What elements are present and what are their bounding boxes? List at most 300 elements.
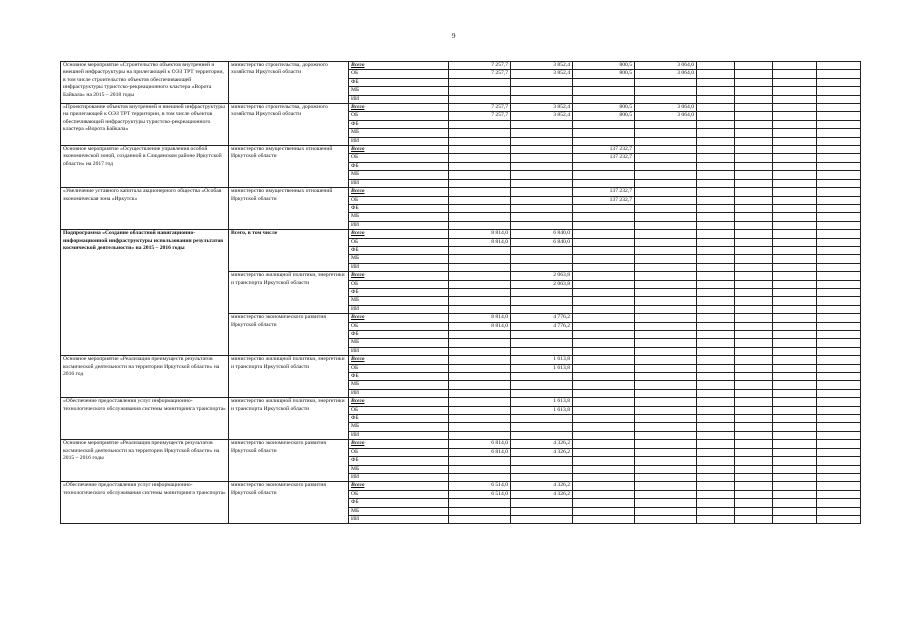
value-cell	[773, 104, 817, 112]
value-cell	[449, 305, 511, 313]
value-cell	[735, 221, 773, 229]
value-cell: 4 776,2	[511, 314, 573, 322]
value-cell	[635, 465, 697, 473]
value-cell: 4 326,2	[511, 482, 573, 490]
value-cell	[773, 179, 817, 187]
funding-source-cell: ФБ	[349, 246, 449, 254]
value-cell	[817, 322, 861, 330]
value-cell	[773, 448, 817, 456]
value-cell	[697, 423, 735, 431]
value-cell	[449, 288, 511, 296]
value-cell	[635, 322, 697, 330]
value-cell	[573, 431, 635, 439]
value-cell	[817, 146, 861, 154]
value-cell	[735, 171, 773, 179]
value-cell	[511, 213, 573, 221]
value-cell	[735, 482, 773, 490]
value-cell	[817, 339, 861, 347]
value-cell	[773, 347, 817, 355]
value-cell	[573, 373, 635, 381]
measure-name-cell: Подпрограмма «Создание областной навигационно-информационной инфраструктуры использования результатов космической деятельности» на 2015 – 2016 годы	[61, 230, 229, 356]
funding-source-cell: ОБ	[349, 322, 449, 330]
value-cell	[635, 381, 697, 389]
funding-source-cell: МБ	[349, 297, 449, 305]
value-cell	[449, 415, 511, 423]
value-cell	[735, 204, 773, 212]
value-cell	[697, 473, 735, 481]
value-cell	[817, 297, 861, 305]
value-cell	[449, 95, 511, 103]
value-cell: 800,5	[573, 70, 635, 78]
value-cell	[511, 171, 573, 179]
value-cell	[735, 87, 773, 95]
value-cell	[817, 171, 861, 179]
value-cell	[817, 204, 861, 212]
value-cell	[573, 440, 635, 448]
value-cell	[817, 398, 861, 406]
value-cell	[697, 406, 735, 414]
executor-cell: министерство экономического развития Иркутской области	[229, 482, 349, 524]
funding-source-cell: Всего	[349, 188, 449, 196]
value-cell	[817, 112, 861, 120]
value-cell	[817, 356, 861, 364]
value-cell	[735, 179, 773, 187]
value-cell	[511, 263, 573, 271]
funding-source-cell: ОБ	[349, 280, 449, 288]
value-cell: 4 326,2	[511, 448, 573, 456]
funding-source-cell: МБ	[349, 87, 449, 95]
value-cell	[773, 364, 817, 372]
funding-source-cell: ИИ	[349, 347, 449, 355]
value-cell	[773, 246, 817, 254]
value-cell	[817, 62, 861, 70]
value-cell	[573, 490, 635, 498]
value-cell: 3 064,0	[635, 62, 697, 70]
value-cell	[511, 95, 573, 103]
value-cell	[635, 490, 697, 498]
value-cell	[635, 314, 697, 322]
value-cell	[573, 230, 635, 238]
funding-source-cell: ОБ	[349, 238, 449, 246]
value-cell	[573, 482, 635, 490]
value-cell	[735, 356, 773, 364]
value-cell	[511, 196, 573, 204]
value-cell	[635, 213, 697, 221]
value-cell	[511, 188, 573, 196]
value-cell	[817, 465, 861, 473]
funding-source-cell: ИИ	[349, 431, 449, 439]
value-cell	[773, 188, 817, 196]
value-cell	[773, 440, 817, 448]
value-cell	[817, 457, 861, 465]
value-cell	[773, 204, 817, 212]
value-cell	[511, 146, 573, 154]
value-cell	[449, 179, 511, 187]
value-cell	[817, 255, 861, 263]
value-cell	[635, 440, 697, 448]
value-cell	[697, 373, 735, 381]
value-cell	[697, 305, 735, 313]
value-cell	[735, 322, 773, 330]
value-cell	[817, 406, 861, 414]
value-cell: 800,5	[573, 112, 635, 120]
value-cell	[635, 364, 697, 372]
value-cell	[573, 339, 635, 347]
value-cell	[449, 263, 511, 271]
value-cell	[817, 263, 861, 271]
value-cell	[635, 347, 697, 355]
value-cell	[573, 171, 635, 179]
value-cell	[817, 221, 861, 229]
funding-source-cell: ОБ	[349, 70, 449, 78]
value-cell	[773, 305, 817, 313]
value-cell	[817, 314, 861, 322]
value-cell	[573, 448, 635, 456]
value-cell	[697, 196, 735, 204]
value-cell	[773, 230, 817, 238]
value-cell	[735, 112, 773, 120]
value-cell	[449, 423, 511, 431]
value-cell: 137 232,7	[573, 188, 635, 196]
executor-cell: министерство строительства, дорожного хозяйства Иркутской области	[229, 104, 349, 146]
value-cell	[635, 406, 697, 414]
value-cell	[697, 381, 735, 389]
value-cell: 6 514,0	[449, 482, 511, 490]
value-cell	[773, 221, 817, 229]
value-cell	[511, 415, 573, 423]
value-cell	[817, 120, 861, 128]
value-cell	[511, 221, 573, 229]
value-cell	[697, 288, 735, 296]
value-cell	[817, 507, 861, 515]
value-cell	[449, 389, 511, 397]
value-cell: 8 814,0	[449, 230, 511, 238]
value-cell	[697, 448, 735, 456]
value-cell	[511, 246, 573, 254]
value-cell	[511, 305, 573, 313]
value-cell	[773, 499, 817, 507]
value-cell	[817, 280, 861, 288]
value-cell	[635, 87, 697, 95]
funding-source-cell: Всего	[349, 440, 449, 448]
value-cell	[573, 473, 635, 481]
value-cell	[697, 204, 735, 212]
value-cell	[573, 398, 635, 406]
value-cell	[697, 482, 735, 490]
value-cell	[449, 87, 511, 95]
value-cell	[773, 339, 817, 347]
value-cell	[511, 381, 573, 389]
value-cell	[511, 473, 573, 481]
value-cell	[735, 137, 773, 145]
value-cell: 3 852,4	[511, 70, 573, 78]
value-cell	[735, 431, 773, 439]
budget-table	[60, 61, 861, 524]
value-cell	[697, 179, 735, 187]
value-cell: 8 814,0	[449, 314, 511, 322]
value-cell	[735, 188, 773, 196]
value-cell	[735, 230, 773, 238]
value-cell	[735, 406, 773, 414]
value-cell	[817, 381, 861, 389]
value-cell	[573, 322, 635, 330]
table-row	[61, 356, 861, 364]
value-cell	[773, 482, 817, 490]
value-cell	[773, 398, 817, 406]
value-cell	[449, 364, 511, 372]
value-cell	[735, 499, 773, 507]
value-cell	[697, 146, 735, 154]
value-cell	[735, 473, 773, 481]
value-cell: 8 814,0	[449, 322, 511, 330]
value-cell	[697, 507, 735, 515]
value-cell	[735, 448, 773, 456]
funding-source-cell: ОБ	[349, 364, 449, 372]
value-cell	[635, 415, 697, 423]
value-cell: 800,5	[573, 104, 635, 112]
funding-source-cell: ФБ	[349, 288, 449, 296]
value-cell	[697, 331, 735, 339]
value-cell	[511, 389, 573, 397]
value-cell: 3 064,0	[635, 70, 697, 78]
value-cell	[735, 146, 773, 154]
funding-source-cell: ФБ	[349, 120, 449, 128]
funding-source-cell: ОБ	[349, 154, 449, 162]
value-cell: 7 257,7	[449, 104, 511, 112]
value-cell	[449, 398, 511, 406]
measure-name-cell: «Обеспечение предоставления услуг информационно-технологического обслуживания системы мониторинга транспорта»	[61, 398, 229, 440]
value-cell	[697, 499, 735, 507]
value-cell	[817, 95, 861, 103]
value-cell	[573, 179, 635, 187]
value-cell	[635, 389, 697, 397]
value-cell	[697, 120, 735, 128]
funding-source-cell: ФБ	[349, 373, 449, 381]
value-cell	[817, 213, 861, 221]
value-cell	[573, 272, 635, 280]
value-cell	[573, 129, 635, 137]
value-cell	[817, 431, 861, 439]
value-cell	[697, 515, 735, 523]
value-cell	[735, 162, 773, 170]
value-cell	[573, 204, 635, 212]
value-cell	[697, 272, 735, 280]
value-cell	[635, 280, 697, 288]
funding-source-cell: Всего	[349, 104, 449, 112]
value-cell: 6 514,0	[449, 490, 511, 498]
value-cell	[449, 499, 511, 507]
value-cell: 6 840,0	[511, 238, 573, 246]
value-cell	[773, 78, 817, 86]
value-cell	[635, 255, 697, 263]
funding-source-cell: ОБ	[349, 112, 449, 120]
funding-source-cell: ИИ	[349, 389, 449, 397]
value-cell	[697, 112, 735, 120]
value-cell	[817, 288, 861, 296]
value-cell	[817, 473, 861, 481]
value-cell: 7 257,7	[449, 112, 511, 120]
value-cell	[773, 280, 817, 288]
value-cell	[817, 129, 861, 137]
value-cell	[449, 381, 511, 389]
value-cell	[449, 272, 511, 280]
table-row	[61, 230, 861, 238]
table-row	[61, 188, 861, 196]
value-cell: 8 814,0	[449, 238, 511, 246]
funding-source-cell: МБ	[349, 129, 449, 137]
table-row	[61, 62, 861, 70]
funding-source-cell: ИИ	[349, 515, 449, 523]
value-cell	[817, 70, 861, 78]
value-cell: 1 613,8	[511, 406, 573, 414]
funding-source-cell: ОБ	[349, 490, 449, 498]
value-cell	[697, 364, 735, 372]
value-cell	[697, 457, 735, 465]
measure-name-cell: Основное мероприятие «Строительство объектов внутренней и внешней инфраструктуры на прилегающей к ОЭЗ ТРТ территории, в том числе строительство объектов обеспечивающей инфраструктуры туристско-рекреационного кластера «Ворота Байкала» на 2015 – 2018 годы	[61, 62, 229, 104]
value-cell	[635, 356, 697, 364]
value-cell	[573, 389, 635, 397]
value-cell	[697, 297, 735, 305]
value-cell	[773, 213, 817, 221]
funding-source-cell: МБ	[349, 381, 449, 389]
value-cell	[773, 146, 817, 154]
value-cell	[635, 78, 697, 86]
value-cell: 4 326,2	[511, 490, 573, 498]
value-cell	[573, 314, 635, 322]
value-cell	[511, 154, 573, 162]
value-cell	[735, 70, 773, 78]
executor-cell: министерство имущественных отношений Иркутской области	[229, 188, 349, 230]
funding-source-cell: МБ	[349, 255, 449, 263]
value-cell	[773, 406, 817, 414]
value-cell	[573, 137, 635, 145]
value-cell	[697, 389, 735, 397]
value-cell	[817, 490, 861, 498]
value-cell	[817, 482, 861, 490]
value-cell	[773, 238, 817, 246]
funding-source-cell: ОБ	[349, 448, 449, 456]
value-cell	[735, 507, 773, 515]
value-cell	[697, 221, 735, 229]
funding-source-cell: ФБ	[349, 331, 449, 339]
value-cell	[573, 297, 635, 305]
value-cell	[817, 162, 861, 170]
value-cell	[449, 162, 511, 170]
value-cell	[735, 381, 773, 389]
value-cell	[635, 305, 697, 313]
measure-name-cell: Основное мероприятие «Осуществление управления особой экономической зоной, созданной в Слюдянском районе Иркутской области» на 2017 год	[61, 146, 229, 188]
funding-source-cell: Всего	[349, 314, 449, 322]
value-cell	[573, 120, 635, 128]
value-cell	[573, 415, 635, 423]
funding-source-cell: ФБ	[349, 499, 449, 507]
value-cell	[635, 423, 697, 431]
value-cell	[449, 213, 511, 221]
value-cell	[697, 490, 735, 498]
value-cell	[735, 255, 773, 263]
value-cell	[573, 507, 635, 515]
value-cell	[635, 339, 697, 347]
value-cell	[449, 255, 511, 263]
value-cell	[735, 263, 773, 271]
funding-source-cell: ФБ	[349, 457, 449, 465]
funding-source-cell: МБ	[349, 171, 449, 179]
value-cell	[449, 406, 511, 414]
table-row	[61, 440, 861, 448]
value-cell: 2 063,8	[511, 280, 573, 288]
value-cell: 4 326,2	[511, 440, 573, 448]
value-cell	[773, 263, 817, 271]
value-cell	[573, 255, 635, 263]
value-cell	[773, 196, 817, 204]
value-cell	[449, 473, 511, 481]
value-cell	[449, 129, 511, 137]
value-cell	[773, 171, 817, 179]
value-cell	[449, 457, 511, 465]
value-cell	[511, 347, 573, 355]
value-cell	[697, 431, 735, 439]
funding-source-cell: ИИ	[349, 263, 449, 271]
value-cell	[573, 499, 635, 507]
value-cell	[449, 339, 511, 347]
value-cell	[817, 238, 861, 246]
funding-source-cell: ФБ	[349, 162, 449, 170]
value-cell	[735, 389, 773, 397]
executor-cell: министерство жилищной политики, энергетики и транспорта Иркутской области	[229, 356, 349, 398]
value-cell	[573, 288, 635, 296]
value-cell: 6 814,0	[449, 448, 511, 456]
value-cell	[449, 347, 511, 355]
value-cell: 6 840,0	[511, 230, 573, 238]
executor-cell: министерство экономического развития Иркутской области	[229, 314, 349, 356]
value-cell	[697, 465, 735, 473]
value-cell	[697, 137, 735, 145]
value-cell	[735, 398, 773, 406]
value-cell	[697, 70, 735, 78]
value-cell	[773, 431, 817, 439]
value-cell: 6 814,0	[449, 440, 511, 448]
value-cell	[511, 179, 573, 187]
value-cell	[511, 339, 573, 347]
value-cell	[773, 415, 817, 423]
page-number: 9	[452, 32, 456, 40]
value-cell	[449, 356, 511, 364]
table-row	[61, 398, 861, 406]
value-cell	[697, 238, 735, 246]
value-cell	[449, 465, 511, 473]
value-cell	[573, 246, 635, 254]
value-cell	[573, 423, 635, 431]
value-cell	[697, 347, 735, 355]
value-cell: 137 232,7	[573, 196, 635, 204]
funding-source-cell: Всего	[349, 482, 449, 490]
value-cell	[773, 465, 817, 473]
value-cell: 7 257,7	[449, 70, 511, 78]
value-cell	[817, 364, 861, 372]
value-cell	[697, 415, 735, 423]
value-cell	[735, 440, 773, 448]
value-cell	[511, 255, 573, 263]
value-cell	[735, 515, 773, 523]
value-cell	[449, 154, 511, 162]
value-cell	[735, 213, 773, 221]
value-cell	[573, 213, 635, 221]
measure-name-cell: Основное мероприятие «Реализация преимуществ результатов космической деятельности на территории Иркутской области» на 2016 год	[61, 356, 229, 398]
measure-name-cell: «Увеличение уставного капитала акционерного общества «Особая экономическая зона «Иркутск»	[61, 188, 229, 230]
value-cell	[573, 515, 635, 523]
value-cell	[697, 78, 735, 86]
value-cell	[697, 322, 735, 330]
